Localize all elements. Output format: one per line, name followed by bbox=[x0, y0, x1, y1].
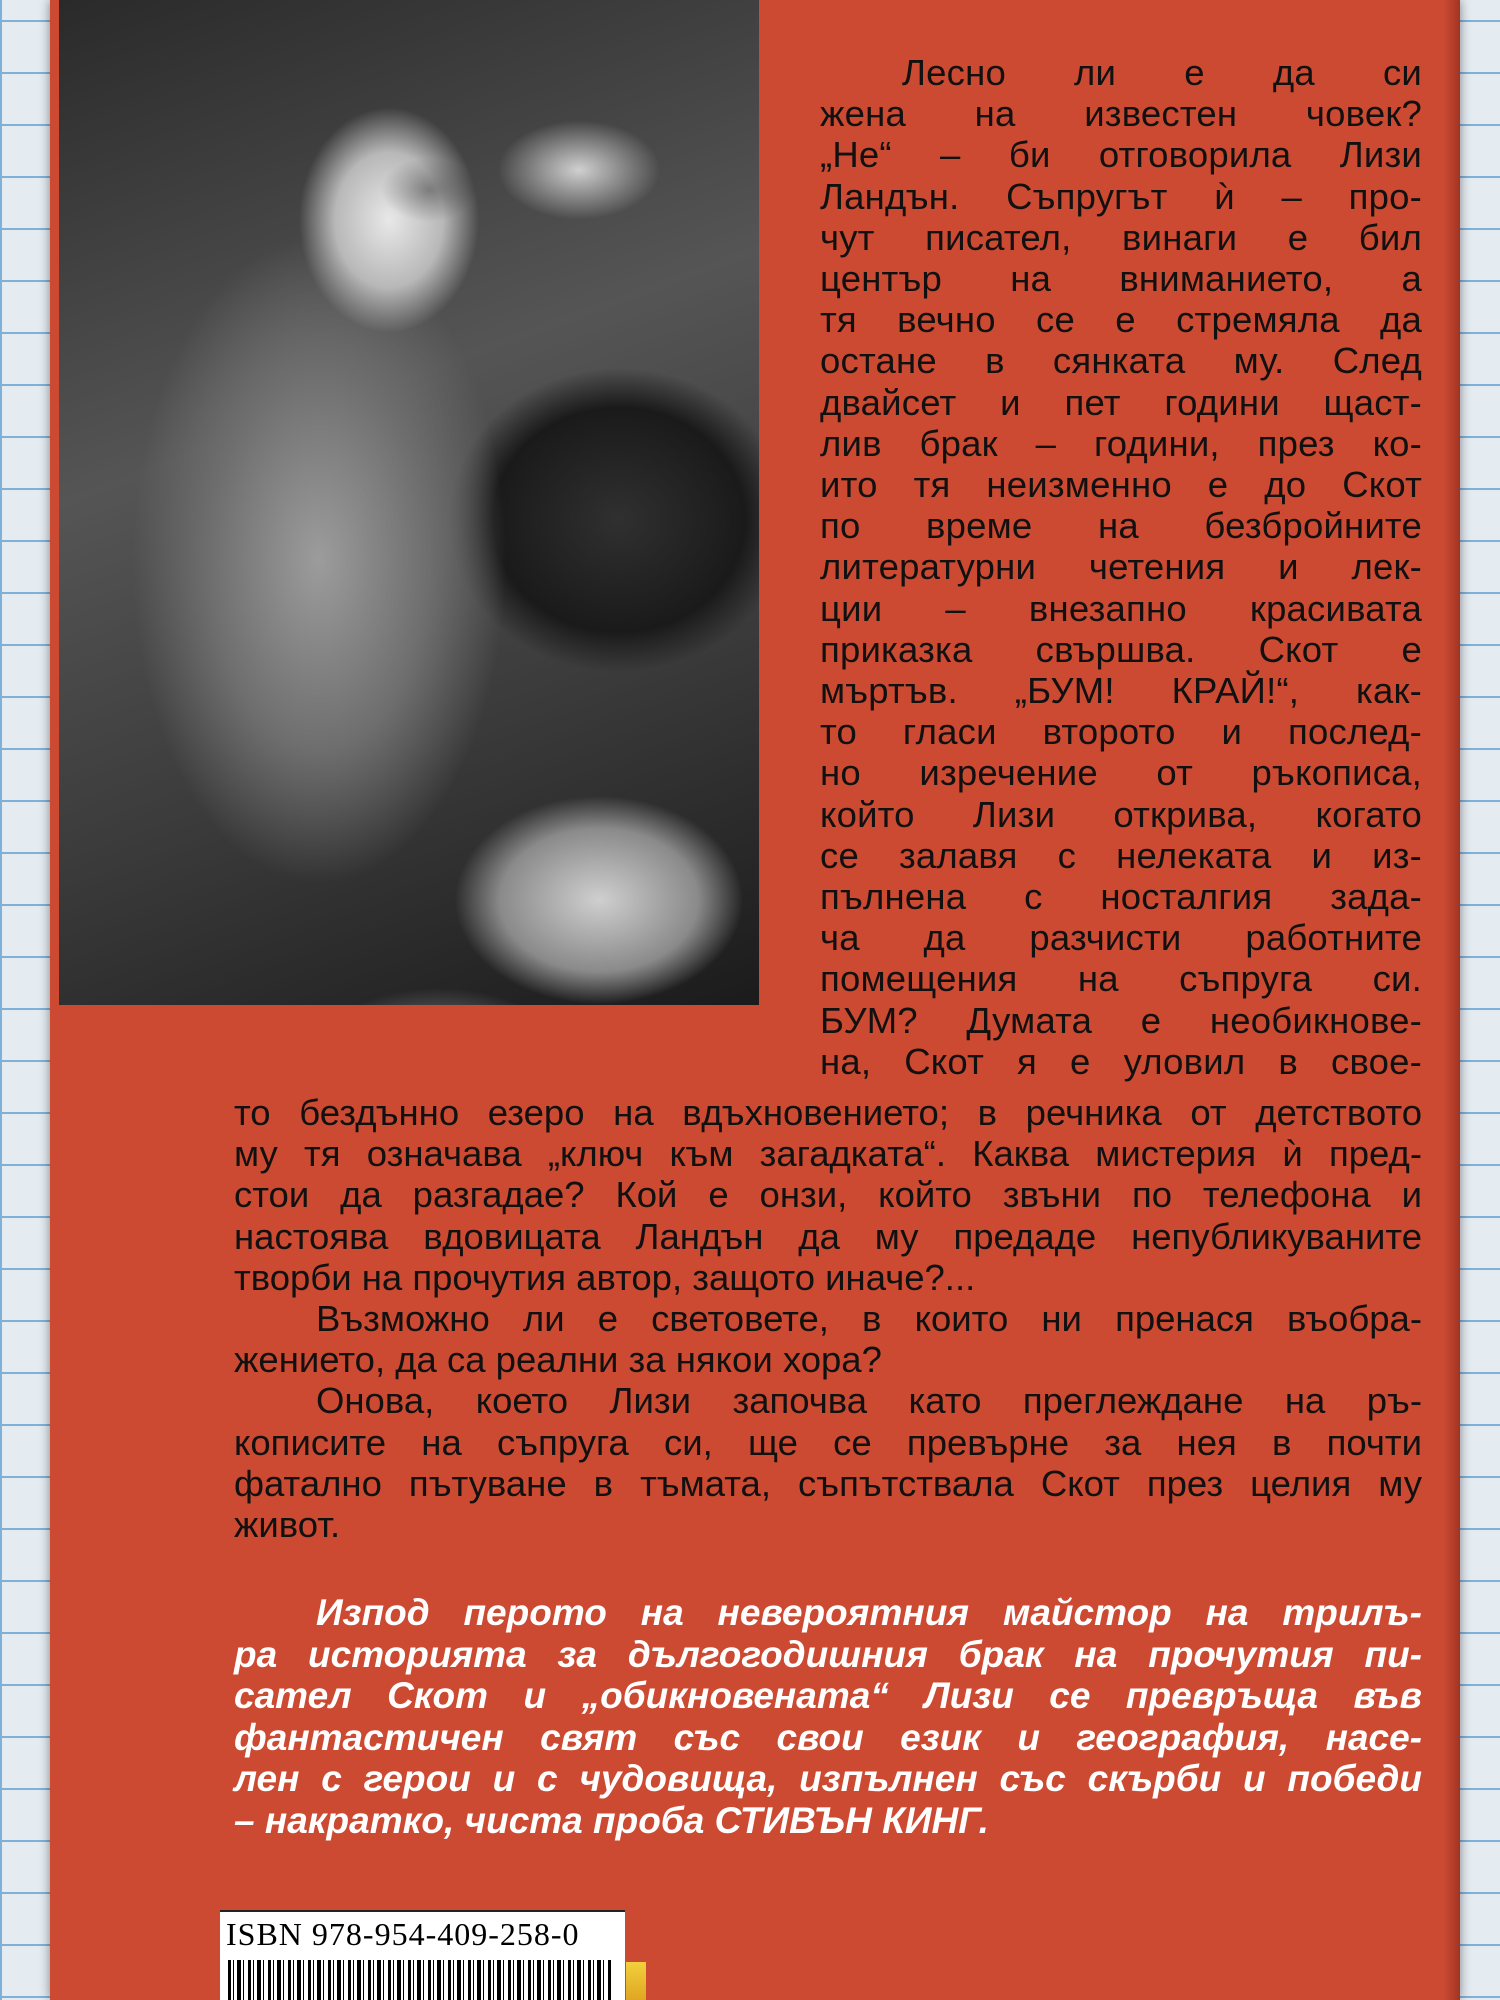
blurb-line: БУМ? Думата е необикнове- bbox=[820, 999, 1422, 1041]
tagline-line: Изпод перото на невероятния майстор на трилъ- bbox=[316, 1592, 1422, 1633]
tagline-line: – накратко, чиста проба СТИВЪН КИНГ. bbox=[234, 1799, 989, 1841]
blurb-line: ча да разчисти работните bbox=[820, 917, 1422, 959]
tagline-line: лен с герои и с чудовища, изпълнен със скърби и победи bbox=[234, 1758, 1422, 1799]
isbn-barcode-label bbox=[220, 1910, 625, 2000]
blurb-line: лив брак – години, през ко- bbox=[820, 422, 1422, 464]
blurb-line: живот. bbox=[234, 1504, 341, 1546]
blurb-line: център на вниманието, а bbox=[820, 258, 1422, 300]
blurb-line: жена на известен човек? bbox=[820, 93, 1422, 135]
blurb-line: двайсет и пет години щаст- bbox=[820, 381, 1422, 423]
blurb-line: мъртъв. „БУМ! КРАЙ!“, как- bbox=[820, 670, 1422, 712]
blurb-line: по време на безбройните bbox=[820, 505, 1422, 547]
barcode bbox=[228, 1960, 613, 2000]
blurb-line: му тя означава „ключ към загадката“. Каква мистерия ѝ пред- bbox=[234, 1133, 1422, 1175]
book-back-cover bbox=[50, 0, 1460, 2000]
blurb-top-column bbox=[820, 52, 1422, 1082]
blurb-line: стои да разгадае? Кой е онзи, който звъни по телефона и bbox=[234, 1174, 1422, 1216]
blurb-line: творби на прочутия автор, защото иначе?... bbox=[234, 1256, 976, 1298]
blurb-line: Лесно ли е да си bbox=[902, 52, 1422, 93]
blurb-line: литературни четения и лек- bbox=[820, 546, 1422, 588]
tagline-line: сател Скот и „обикновената“ Лизи се превръща във bbox=[234, 1675, 1422, 1716]
blurb-line: настоява вдовицата Ландън да му предаде непубликуваните bbox=[234, 1215, 1422, 1257]
blurb-line: остане в сянката му. След bbox=[820, 340, 1422, 382]
price-sticker bbox=[626, 1962, 646, 2000]
blurb-line: чут писател, винаги е бил bbox=[820, 216, 1422, 258]
blurb-line: Онова, което Лизи започва като преглеждане на ръ- bbox=[316, 1380, 1422, 1422]
blurb-line: помещения на съпруга си. bbox=[820, 958, 1422, 1000]
blurb-line: жението, да са реални за някои хора? bbox=[234, 1339, 882, 1381]
blurb-line: Възможно ли е световете, в които ни пренася въобра- bbox=[316, 1298, 1422, 1340]
blurb-line: Ландън. Съпругът ѝ – про- bbox=[820, 175, 1422, 217]
isbn-text: ISBN 978-954-409-258-0 bbox=[226, 1916, 580, 1952]
tagline-line: фантастичен свят със свои език и география, насе- bbox=[234, 1716, 1422, 1758]
blurb-line: се залавя с нелеката и из- bbox=[820, 834, 1422, 876]
blurb-line: то гласи второто и послед- bbox=[820, 711, 1422, 753]
blurb-line: фатално пътуване в тъмата, съпътствала Скот през целия му bbox=[234, 1462, 1422, 1504]
blurb-line: пълнена с носталгия зада- bbox=[820, 876, 1422, 918]
blurb-line: то бездънно езеро на вдъхновението; в речника от детството bbox=[234, 1092, 1422, 1133]
publisher-tagline bbox=[234, 1592, 1422, 1841]
tagline-line: ра историята за дългогодишния брак на прочутия пи- bbox=[234, 1633, 1422, 1675]
blurb-line: „Не“ – би отговорила Лизи bbox=[820, 134, 1422, 176]
author-photo bbox=[59, 0, 759, 1005]
blurb-line: приказка свършва. Скот е bbox=[820, 628, 1422, 670]
blurb-line: кописите на съпруга си, ще се превърне за нея в почти bbox=[234, 1421, 1422, 1463]
blurb-line: който Лизи открива, когато bbox=[820, 793, 1422, 835]
blurb-line: тя вечно се е стремяла да bbox=[820, 299, 1422, 341]
blurb-line: но изречение от ръкописа, bbox=[820, 752, 1422, 794]
blurb-line: на, Скот я е уловил в свое- bbox=[820, 1040, 1422, 1082]
blurb-line: ции – внезапно красивата bbox=[820, 587, 1422, 629]
blurb-line: ито тя неизменно е до Скот bbox=[820, 464, 1422, 506]
blurb-bottom-column bbox=[234, 1092, 1422, 1545]
